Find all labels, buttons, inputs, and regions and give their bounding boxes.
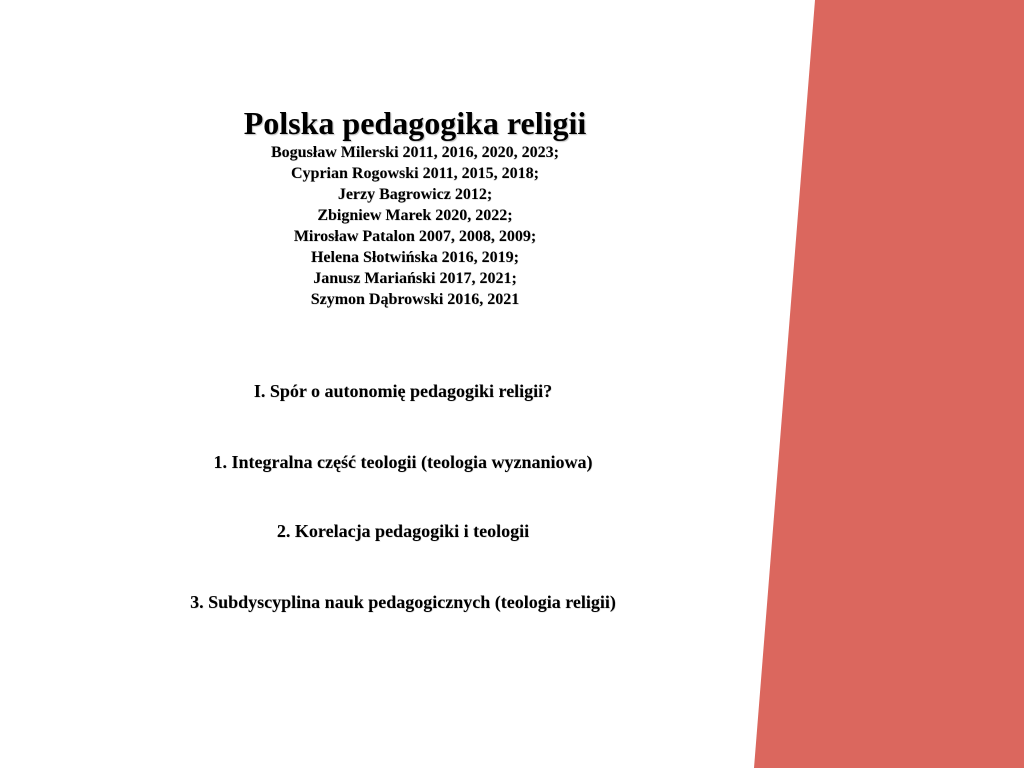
author-line: Bogusław Milerski 2011, 2016, 2020, 2023; xyxy=(270,144,559,161)
title-block xyxy=(0,104,830,310)
author-line: Mirosław Patalon 2007, 2008, 2009; xyxy=(293,228,537,245)
authors-list xyxy=(0,142,830,310)
author-line: Szymon Dąbrowski 2016, 2021 xyxy=(310,291,520,308)
author-line: Zbigniew Marek 2020, 2022; xyxy=(317,207,513,224)
point-item-3: 3. Subdyscyplina nauk pedagogicznych (teologia religii) xyxy=(190,592,616,612)
point-item-2: 2. Korelacja pedagogiki i teologii xyxy=(276,521,530,541)
point-item-1: 1. Integralna część teologii (teologia wyznaniowa) xyxy=(213,452,593,472)
author-line: Helena Słotwińska 2016, 2019; xyxy=(310,249,519,266)
author-line: Jerzy Bagrowicz 2012; xyxy=(337,186,493,203)
slide-title: Polska pedagogika religii xyxy=(243,105,587,141)
section-question: I. Spór o autonomię pedagogiki religii? xyxy=(253,381,553,401)
author-line: Cyprian Rogowski 2011, 2015, 2018; xyxy=(290,165,540,182)
author-line: Janusz Mariański 2017, 2021; xyxy=(313,270,517,287)
